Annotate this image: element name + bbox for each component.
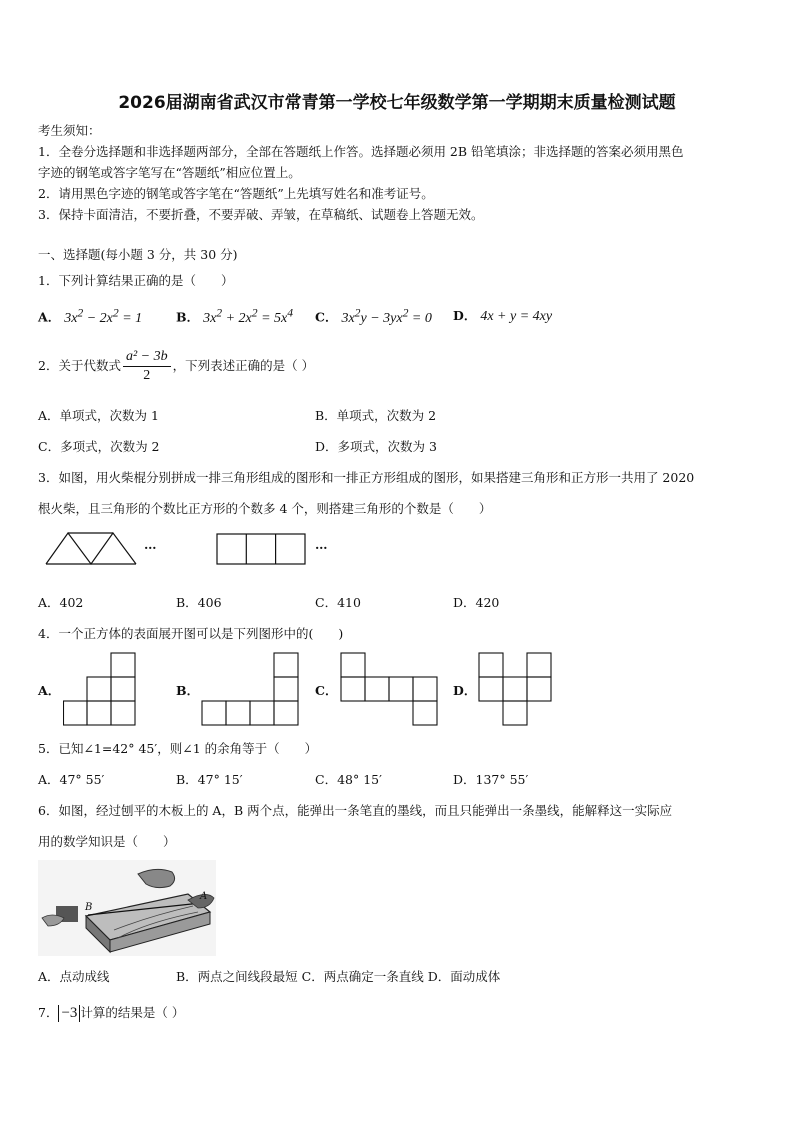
q4-label-c: C． (315, 683, 338, 698)
math-expression: $3x^2 + 2x^2 = 5x^4$ (203, 306, 294, 326)
q4-label-a: A． (38, 683, 61, 698)
q4-stem: 4．一个正方体的表面展开图可以是下列图形中的( ) (38, 626, 344, 641)
q2-option-b: B．单项式，次数为 2 (315, 408, 437, 423)
notice-item-3: 3．保持卡面清洁，不要折叠，不要弄破、弄皱，在草稿纸、试题卷上答题无效。 (38, 207, 484, 222)
q3-option-c: C．410 (315, 595, 361, 610)
q5-stem: 5．已知∠1=42° 45′，则∠1 的余角等于（ ） (38, 741, 318, 756)
q5-option-c: C．48° 15′ (315, 772, 382, 787)
q3-option-a: A．402 (38, 595, 84, 610)
q6-options-bcd: B．两点之间线段最短 C．两点确定一条直线 D．面动成体 (176, 969, 501, 984)
page-title: 2026届湖南省武汉市常青第一学校七年级数学第一学期期末质量检测试题 (118, 93, 676, 113)
q5-option-a: A．47° 55′ (38, 772, 105, 787)
q5-option-d: D．137° 55′ (453, 772, 529, 787)
point-a-label: A (200, 891, 208, 902)
q1-option-d (453, 306, 552, 325)
q6-option-a: A．点动成线 (38, 969, 110, 984)
q3-option-b: B．406 (176, 595, 222, 610)
q1-option-a (38, 306, 142, 327)
square-matchstick-figure (216, 533, 308, 567)
math-expression: $3x^2 - 2x^2 = 1$ (64, 306, 143, 326)
option-label: C． (315, 309, 338, 325)
q3-option-d: D．420 (453, 595, 500, 610)
math-expression: $3x^2y - 3yx^2 = 0$ (341, 306, 432, 326)
q2-option-a: A．单项式，次数为 1 (38, 408, 159, 423)
q3-stem-line2: 根火柴，且三角形的个数比正方形的个数多 4 个，则搭建三角形的个数是（ ） (38, 501, 492, 516)
option-label: A． (38, 309, 61, 325)
notice-item-1-cont: 字迹的钢笔或答字笔写在“答题纸”相应位置上。 (38, 165, 301, 180)
absolute-value: −3 (58, 1005, 80, 1022)
q1-stem: 1．下列计算结果正确的是（ ） (38, 273, 234, 288)
fraction: $\frac{\text{a² − 3b}}{2}$ (123, 348, 171, 385)
q2-stem: 2．关于代数式 $\frac{\text{a² − 3b}}{2}$ ，下列表述正确的是（ ） (38, 349, 315, 383)
plank-ink-line-photo (38, 860, 216, 956)
cube-net-a (63, 652, 138, 727)
math-expression: 4x + y = 4xy (480, 309, 553, 324)
q2-option-d: D．多项式，次数为 3 (315, 439, 437, 454)
q6-stem-line1: 6．如图，经过刨平的木板上的 A，B 两个点，能弹出一条笔直的墨线，而且只能弹出一条墨线，能解释这一实际应 (38, 803, 673, 818)
section-heading: 一、选择题(每小题 3 分，共 30 分) (38, 247, 238, 262)
q7-stem: 7． −3 计算的结果是（ ） (38, 1005, 185, 1021)
ellipsis-2: … (315, 537, 328, 552)
q4-label-d: D． (453, 683, 477, 698)
cube-net-d (478, 652, 554, 727)
q4-label-b: B． (176, 683, 200, 698)
notice-item-2: 2．请用黑色字迹的钢笔或答字笔在“答题纸”上先填写姓名和准考证号。 (38, 186, 434, 201)
q1-option-b (176, 306, 293, 327)
option-label: B． (176, 309, 200, 325)
cube-net-c (340, 652, 440, 727)
q2-option-c: C．多项式，次数为 2 (38, 439, 160, 454)
notice-item-1: 1．全卷分选择题和非选择题两部分，全部在答题纸上作答。选择题必须用 2B 铅笔填涂；非选择题的答案必须用黑色 (38, 144, 684, 159)
q5-option-b: B．47° 15′ (176, 772, 243, 787)
triangle-matchstick-figure (44, 531, 139, 567)
option-label: D． (453, 308, 477, 323)
q1-option-c (315, 306, 432, 327)
point-b-label: B (85, 902, 93, 913)
q3-stem-line1: 3．如图，用火柴棍分别拼成一排三角形组成的图形和一排正方形组成的图形，如果搭建三角形和正方形一共用了 2020 (38, 470, 695, 485)
ellipsis-1: … (144, 537, 157, 552)
q6-stem-line2: 用的数学知识是（ ） (38, 834, 176, 849)
cube-net-b (201, 652, 301, 727)
notice-heading: 考生须知： (38, 123, 101, 138)
